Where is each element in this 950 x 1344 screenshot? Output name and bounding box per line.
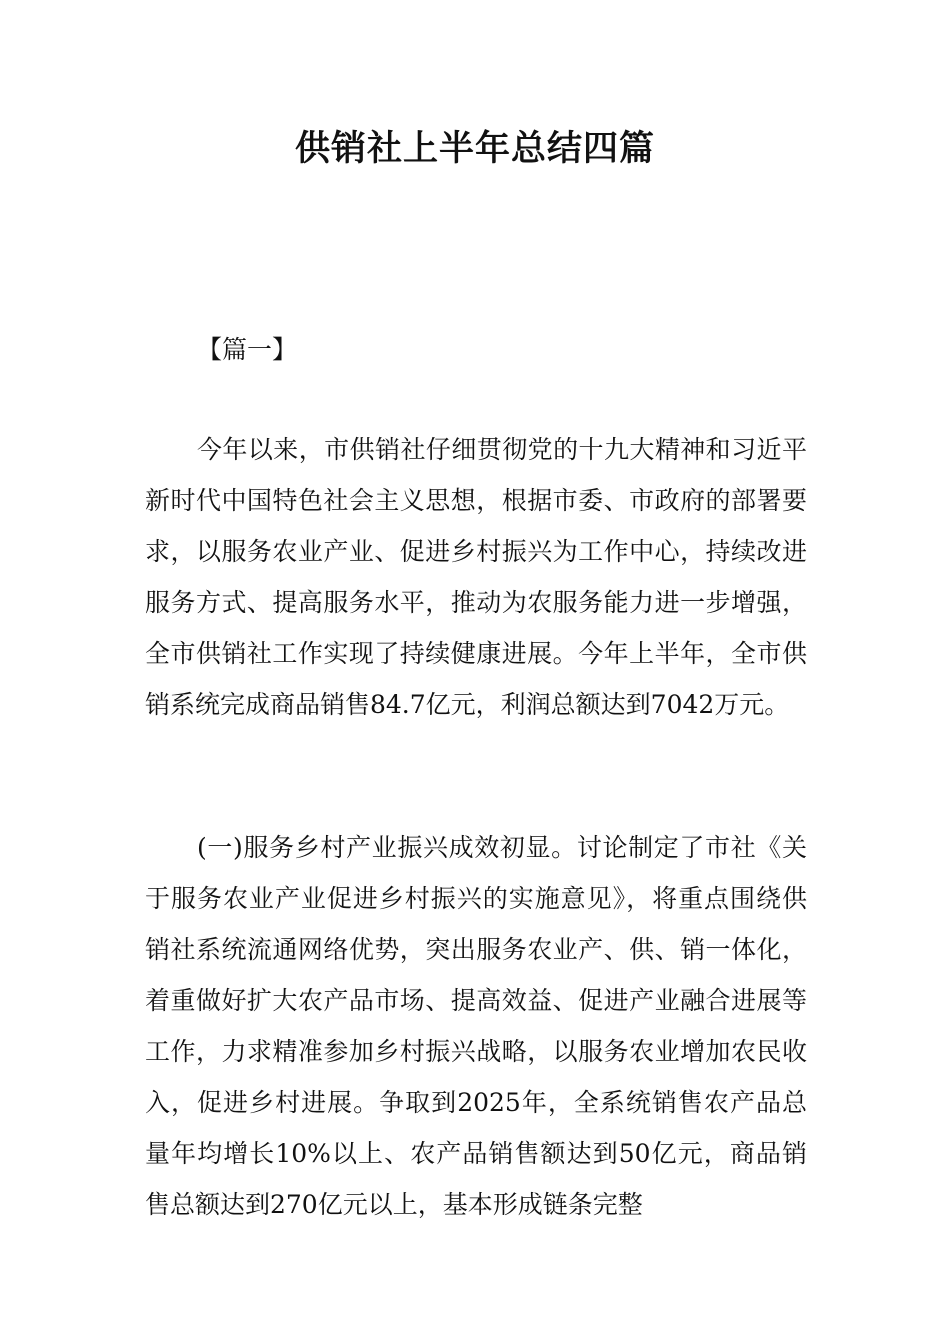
document-title: 供销社上半年总结四篇: [294, 129, 655, 169]
paragraph-1: 今年以来，市供销社仔细贯彻党的十九大精神和习近平新时代中国特色社会主义思想，根据市委、市政府的部署要求，以服务农业产业、促进乡村振兴为工作中心，持续改进服务方式、提高服务水平，推动为农服务能力进一步增强，全市供销社工作实现了持续健康进展。今年上半年，全市供销系统完成商品销售84.7亿元，利润总额达到7042万元。: [145, 435, 807, 719]
section-label: 【篇一】: [197, 335, 298, 364]
paragraph-2: (一)服务乡村产业振兴成效初显。讨论制定了市社《关于服务农业产业促进乡村振兴的实施意见》，将重点围绕供销社系统流通网络优势，突出服务农业产、供、销一体化，着重做好扩大农产品市场、提高效益、促进产业融合进展等工作，力求精准参加乡村振兴战略，以服务农业增加农民收入，促进乡村进展。争取到2025年，全系统销售农产品总量年均增长10%以上、农产品销售额达到50亿元，商品销售总额达到270亿元以上，基本形成链条完整: [145, 833, 807, 1219]
